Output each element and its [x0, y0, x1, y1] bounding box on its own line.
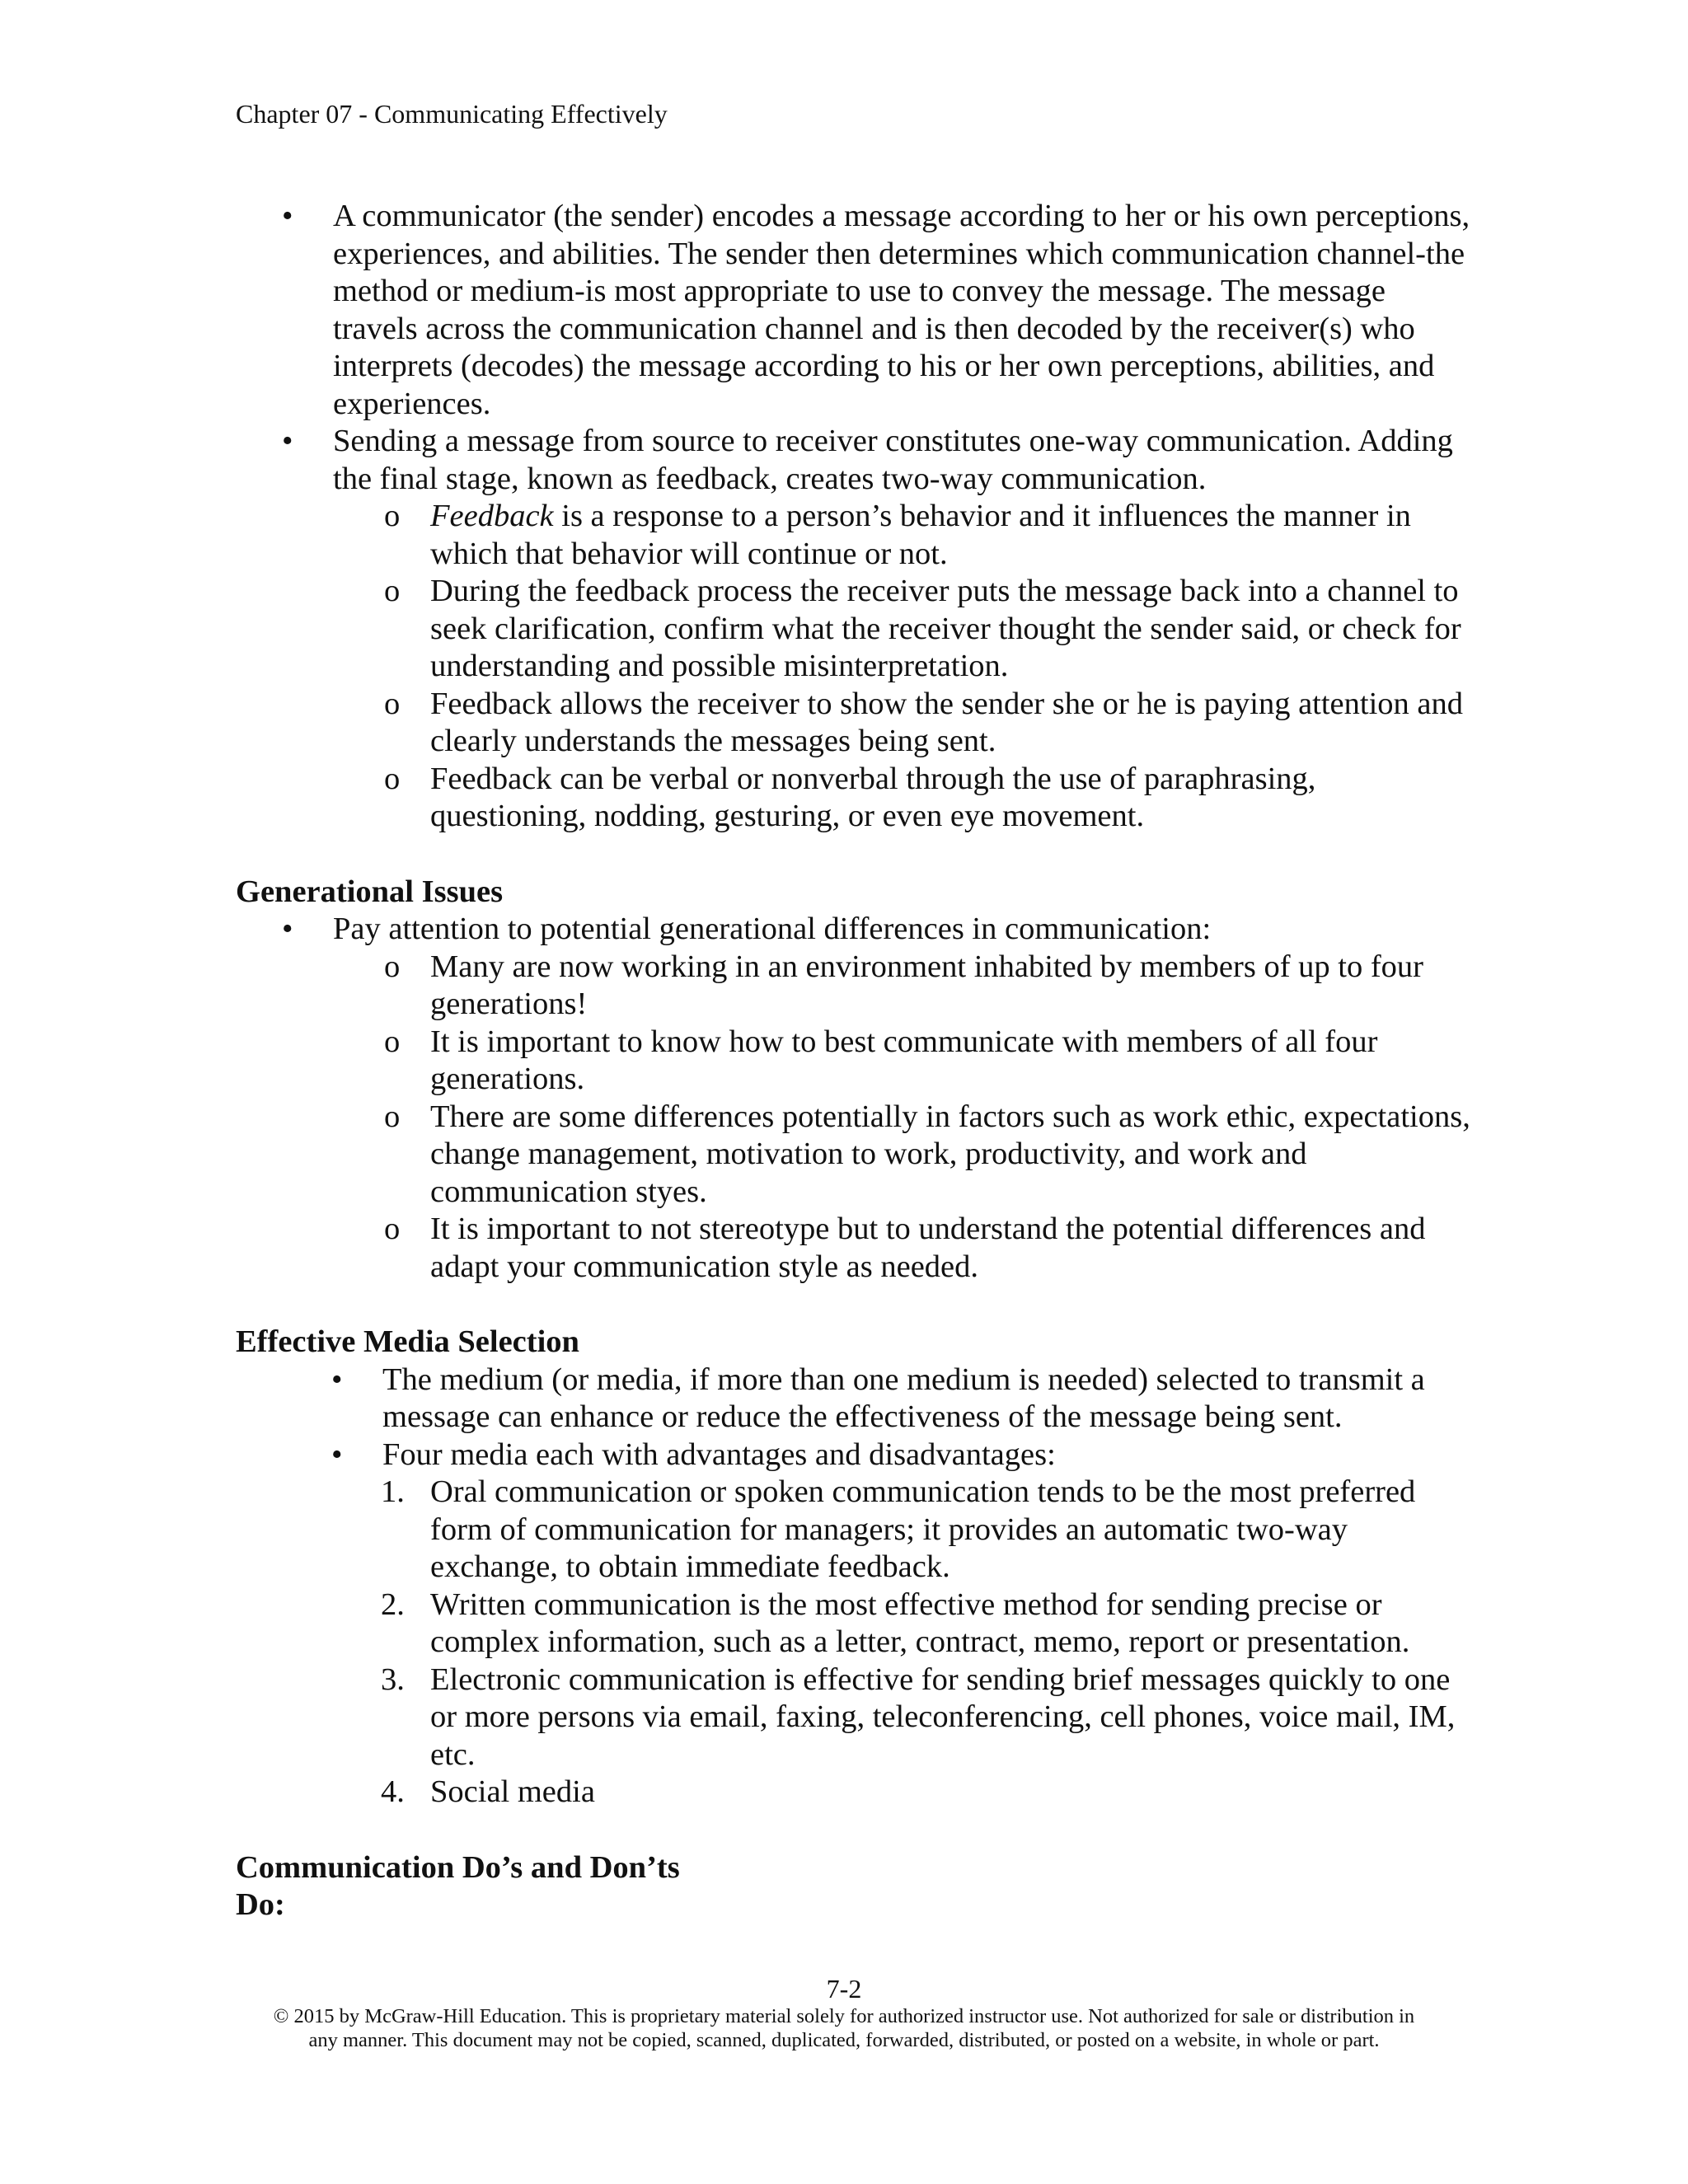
sub-list-item [236, 498, 1472, 573]
list-item-text: The medium (or media, if more than one medium is needed) selected to transmit a message can enhance or reduce the effectiveness of the message being sent. [382, 1361, 1425, 1434]
list-item-text: Many are now working in an environment inhabited by members of up to four generations! [430, 949, 1423, 1021]
sub-bullet-marker: o [384, 499, 401, 533]
numbered-item [236, 1661, 1472, 1774]
bullet-marker: • [331, 1361, 343, 1397]
page-footer [198, 1973, 1490, 2052]
feedback-term: Feedback [430, 499, 554, 533]
sub-bullet-marker: o [384, 574, 401, 608]
bullet-marker: • [282, 199, 293, 233]
item-number: 4. [381, 1774, 405, 1809]
list-item [236, 911, 1472, 949]
sub-bullet-marker: o [384, 1024, 401, 1059]
section-heading-media: Effective Media Selection [236, 1324, 579, 1359]
list-item-text: It is important to know how to best communicate with members of all four generations. [430, 1024, 1378, 1096]
section-heading-dos-donts: Communication Do’s and Don’ts [236, 1849, 680, 1885]
numbered-item [236, 1586, 1472, 1661]
page-body [236, 198, 1472, 1924]
list-item-text: It is important to not stereotype but to understand the potential differences and adapt your communication style as needed. [430, 1212, 1426, 1284]
sub-bullet-marker: o [384, 1099, 401, 1134]
list-item-text: Oral communication or spoken communication tends to be the most preferred form of communication for managers; it provides an automatic two-way exchange, to obtain immediate feedback. [430, 1474, 1416, 1584]
sub-bullet-marker: o [384, 949, 401, 984]
sub-list-item [236, 949, 1472, 1024]
list-item-text: Electronic communication is effective for sending brief messages quickly to one or more persons via email, faxing, teleconferencing, cell phones, voice mail, IM, etc. [430, 1661, 1456, 1772]
list-item [236, 1436, 1472, 1474]
list-item-text: is a response to a person’s behavior and it influences the manner in which that behavior will continue or not. [430, 499, 1411, 571]
sub-bullet-marker: o [384, 1212, 401, 1246]
list-item-text: Feedback can be verbal or nonverbal through the use of paraphrasing, questioning, nodding, gesturing, or even eye movement. [430, 761, 1316, 833]
list-item-text: Social media [430, 1774, 595, 1809]
list-item-text: A communicator (the sender) encodes a message according to her or his own perceptions, experiences, and abilities. The sender then determines which communication channel-the method or medium-is most appropriate to use to convey the message. The message travels across the communication channel and is then decoded by the receiver(s) who interprets (decodes) the message according to his or her own perceptions, abilities, and experiences. [333, 199, 1470, 421]
list-item [236, 1361, 1472, 1436]
sub-list-item [236, 1024, 1472, 1099]
bullet-marker: • [331, 1436, 343, 1472]
item-number: 2. [381, 1586, 405, 1622]
list-item-text: During the feedback process the receiver puts the message back into a channel to seek clarification, confirm what the receiver thought the sender said, or check for understanding and possible misinterpretation. [430, 574, 1461, 683]
copyright-line-2: any manner. This document may not be copied, scanned, duplicated, forwarded, distributed, or posted on a website, in whole or part. [308, 2029, 1380, 2051]
page-number: 7-2 [826, 1974, 862, 2004]
sub-list-item [236, 686, 1472, 761]
sub-list-item [236, 761, 1472, 836]
list-item-text: Pay attention to potential generational differences in communication: [333, 912, 1212, 946]
numbered-item [236, 1474, 1472, 1586]
bullet-marker: • [282, 912, 293, 946]
list-item-text: Four media each with advantages and disadvantages: [382, 1436, 1056, 1472]
list-item-text: Sending a message from source to receiver constitutes one-way communication. Adding the final stage, known as feedback, creates two-way communication. [333, 424, 1453, 496]
list-item [236, 423, 1472, 498]
sub-bullet-marker: o [384, 686, 401, 721]
list-item-text: Written communication is the most effective method for sending precise or complex information, such as a letter, contract, memo, report or presentation. [430, 1586, 1410, 1659]
list-item-text: There are some differences potentially in factors such as work ethic, expectations, change management, motivation to work, productivity, and work and communication styes. [430, 1099, 1470, 1209]
bullet-marker: • [282, 424, 293, 458]
sub-list-item [236, 1211, 1472, 1286]
do-label: Do: [236, 1887, 285, 1922]
section-heading-generational: Generational Issues [236, 874, 504, 909]
running-header: Chapter 07 - Communicating Effectively [236, 99, 668, 129]
numbered-item [236, 1774, 1472, 1811]
sub-list-item [236, 1099, 1472, 1212]
sub-bullet-marker: o [384, 761, 401, 796]
list-item-text: Feedback allows the receiver to show the sender she or he is paying attention and clearly understands the messages being sent. [430, 686, 1463, 758]
item-number: 1. [381, 1474, 405, 1509]
list-item [236, 198, 1472, 423]
item-number: 3. [381, 1661, 405, 1697]
copyright-line-1: © 2015 by McGraw-Hill Education. This is proprietary material solely for authorized instructor use. Not authorized for sale or distribution in [273, 2005, 1415, 2027]
sub-list-item [236, 573, 1472, 686]
